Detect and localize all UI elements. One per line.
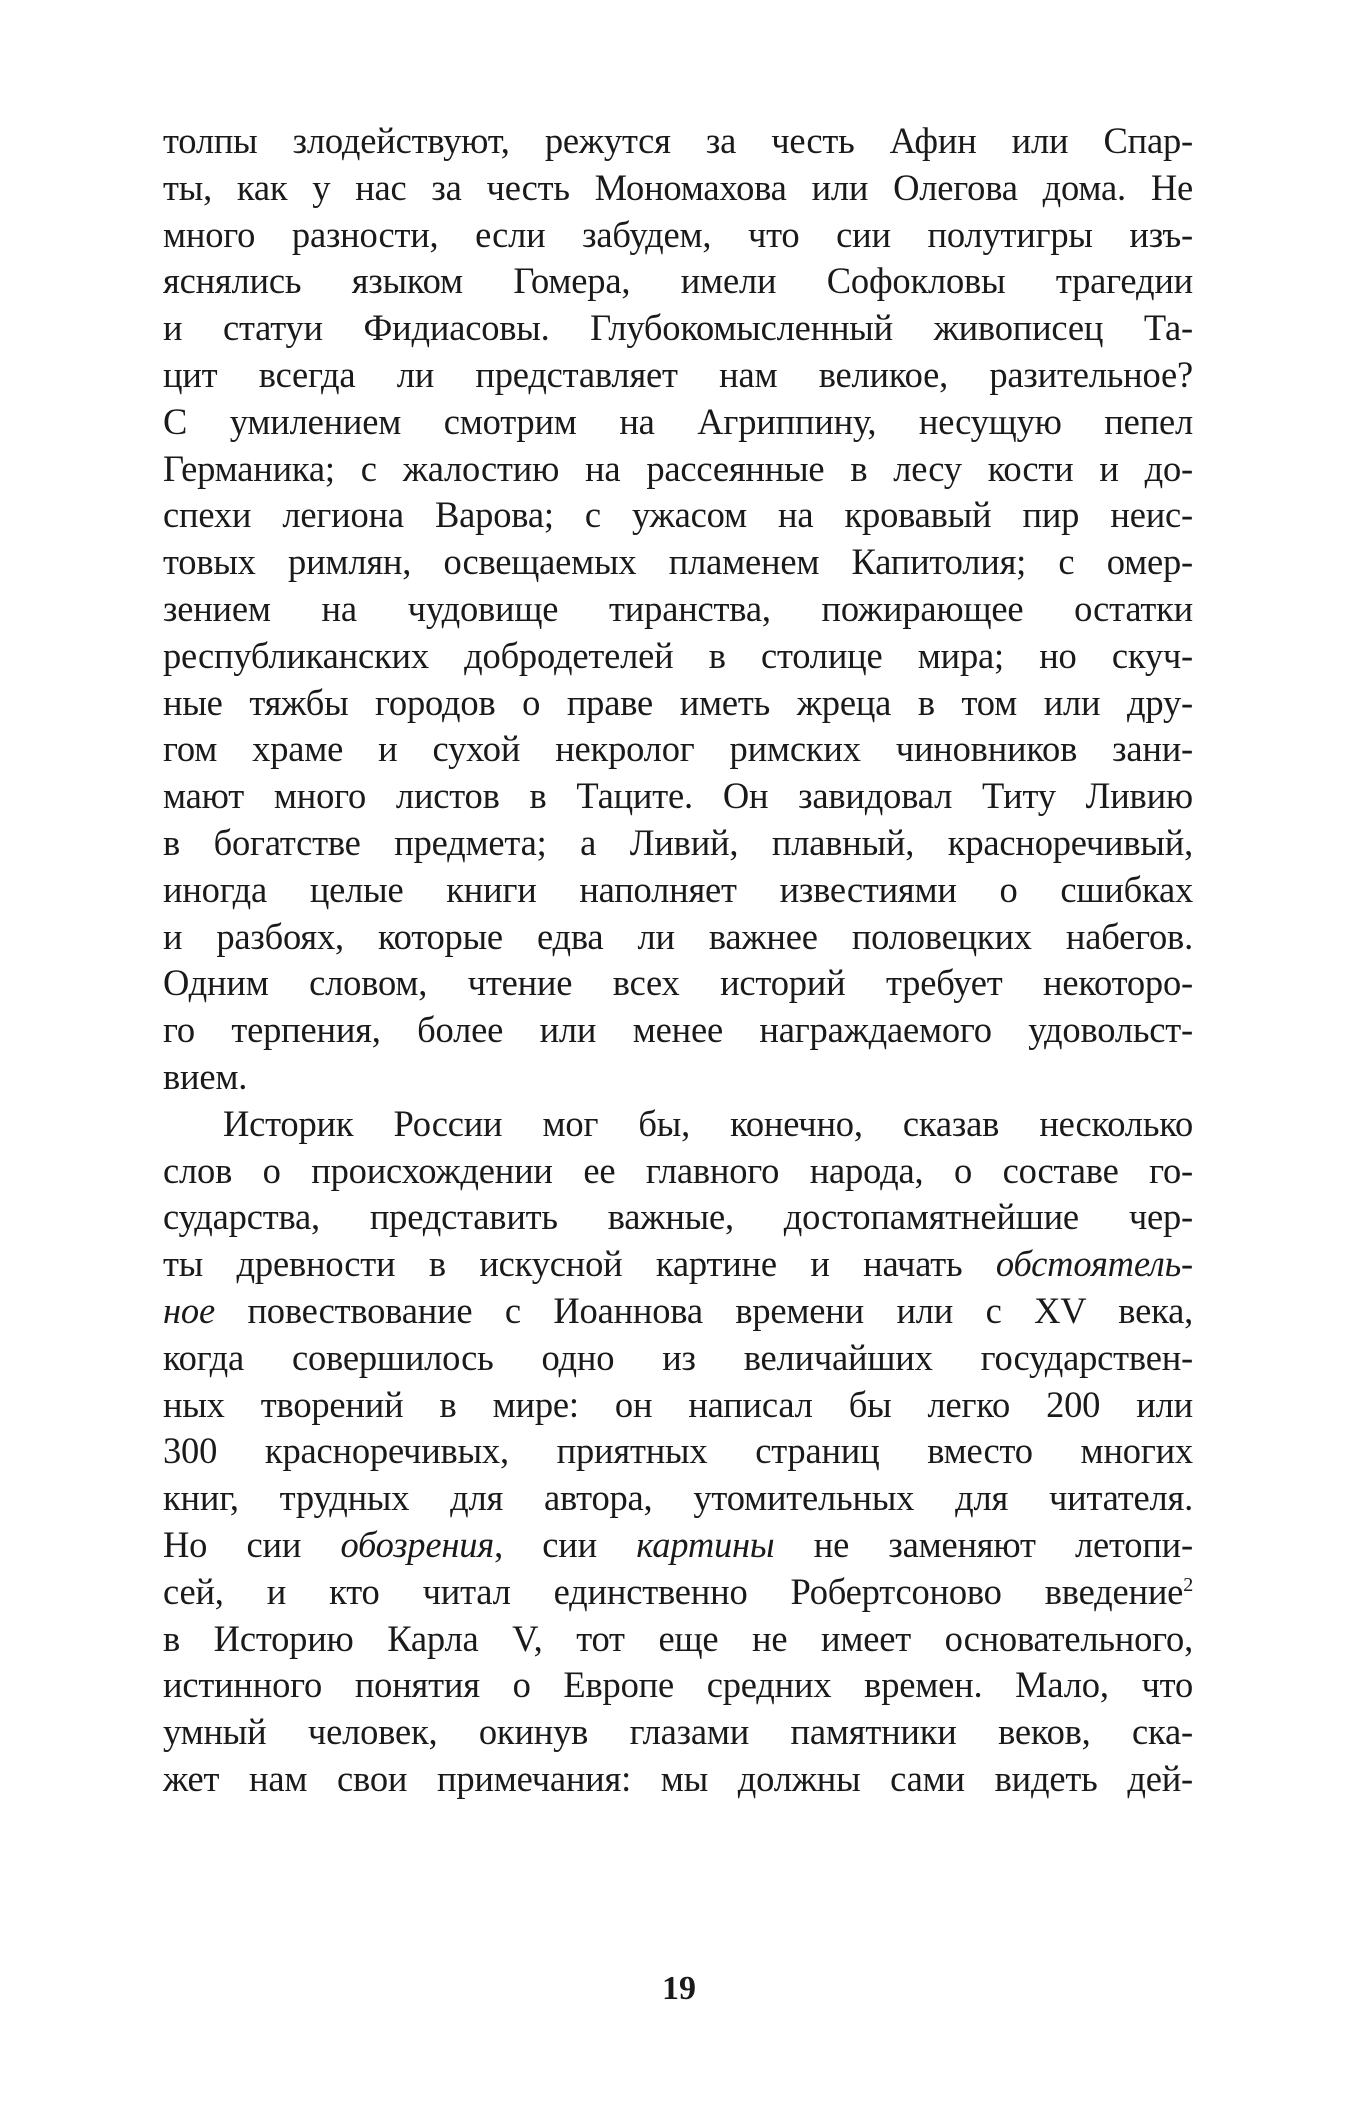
text-segment: товых римлян, освещаемых пламенем Капитолия; с омер- xyxy=(163,541,1193,583)
text-segment: и разбоях, которые едва ли важнее половецких набегов. xyxy=(163,915,1193,957)
text-line xyxy=(163,1709,1193,1756)
text-line xyxy=(163,1662,1193,1709)
text-segment: Историк России мог бы, конечно, сказав несколько xyxy=(223,1102,1193,1144)
text-line xyxy=(163,1194,1193,1241)
text-line xyxy=(163,446,1193,493)
text-line xyxy=(163,726,1193,773)
paragraph xyxy=(163,118,1193,1101)
text-line xyxy=(163,539,1193,586)
text-segment: сей, и кто читал единственно Робертсоново введение xyxy=(163,1570,1184,1612)
text-line xyxy=(163,1522,1193,1569)
page-number: 19 xyxy=(662,1970,696,2007)
footnote-marker: 2 xyxy=(1183,1573,1193,1596)
text-segment: ты, как у нас за честь Мономахова или Олегова дома. Не xyxy=(163,166,1193,208)
text-line xyxy=(163,492,1193,539)
text-segment: яснялись языком Гомера, имели Софокловы трагедии xyxy=(163,260,1193,302)
text-segment: сударства, представить важные, достопамятнейшие чер- xyxy=(163,1196,1193,1238)
text-line xyxy=(163,1148,1193,1195)
text-segment: книг, трудных для автора, утомительных для читателя. xyxy=(163,1477,1193,1519)
italic-text: обозрения xyxy=(340,1523,495,1565)
body-text xyxy=(163,118,1193,1803)
text-segment: спехи легиона Варова; с ужасом на кровавый пир неис- xyxy=(163,494,1193,536)
text-line xyxy=(163,1007,1193,1054)
text-segment: слов о происхождении ее главного народа, о составе го- xyxy=(163,1149,1193,1191)
text-line xyxy=(163,352,1193,399)
text-segment: С умилением смотрим на Агриппину, несущую пепел xyxy=(163,400,1193,442)
text-line xyxy=(163,165,1193,212)
text-segment: в Историю Карла V, тот еще не имеет основательного, xyxy=(163,1617,1193,1659)
text-line xyxy=(163,1382,1193,1429)
text-line xyxy=(163,258,1193,305)
text-segment: истинного понятия о Европе средних времен. Мало, что xyxy=(163,1664,1193,1706)
text-line xyxy=(163,960,1193,1007)
text-segment: цит всегда ли представляет нам великое, разительное? xyxy=(163,353,1193,395)
text-line xyxy=(163,305,1193,352)
italic-text: ное xyxy=(163,1289,215,1331)
text-segment: республиканских добродетелей в столице мира; но скуч- xyxy=(163,634,1193,676)
text-line xyxy=(163,1756,1193,1803)
text-segment: повествование с Иоаннова времени или с XV века, xyxy=(214,1289,1193,1331)
text-line xyxy=(163,1241,1193,1288)
text-line xyxy=(163,1569,1193,1616)
text-line xyxy=(163,867,1193,914)
text-segment: ных творений в мире: он написал бы легко 200 или xyxy=(163,1383,1193,1425)
paragraph xyxy=(163,1101,1193,1803)
text-line xyxy=(163,633,1193,680)
text-line xyxy=(163,914,1193,961)
text-segment: го терпения, более или менее награждаемого удовольст- xyxy=(163,1009,1193,1051)
text-line xyxy=(163,399,1193,446)
text-segment: и статуи Фидиасовы. Глубокомысленный живописец Та- xyxy=(163,307,1193,349)
text-segment: Но сии xyxy=(163,1523,341,1565)
text-line xyxy=(163,212,1193,259)
text-segment: гом храме и сухой некролог римских чиновников зани- xyxy=(163,728,1193,770)
text-line xyxy=(163,1428,1193,1475)
text-segment: зением на чудовище тиранства, пожирающее остатки xyxy=(163,587,1193,629)
text-segment: не заменяют летопи- xyxy=(774,1523,1193,1565)
text-line xyxy=(163,773,1193,820)
text-segment: 300 красноречивых, приятных страниц вместо многих xyxy=(163,1430,1193,1472)
text-segment: толпы злодействуют, режутся за честь Афин или Спар- xyxy=(163,120,1193,161)
text-line xyxy=(163,1101,1193,1148)
text-segment: иногда целые книги наполняет известиями о сшибках xyxy=(163,868,1193,910)
italic-text: картины xyxy=(636,1523,775,1565)
text-segment: ты древности в искусной картине и начать xyxy=(163,1243,996,1285)
text-line xyxy=(163,1288,1193,1335)
text-line xyxy=(163,680,1193,727)
text-segment: , сии xyxy=(494,1523,637,1565)
text-line xyxy=(163,1054,1193,1101)
text-line xyxy=(163,1475,1193,1522)
text-line xyxy=(163,586,1193,633)
text-segment: жет нам свои примечания: мы должны сами видеть дей- xyxy=(163,1757,1193,1799)
italic-text: обстоятель- xyxy=(995,1243,1193,1285)
text-line xyxy=(163,1335,1193,1382)
text-line xyxy=(163,1616,1193,1663)
text-segment: вием. xyxy=(163,1055,248,1097)
text-segment: Германика; с жалостию на рассеянные в лесу кости и до- xyxy=(163,447,1193,489)
text-segment: мают много листов в Таците. Он завидовал Титу Ливию xyxy=(163,775,1193,817)
text-line xyxy=(163,820,1193,867)
text-segment: Одним словом, чтение всех историй требует некоторо- xyxy=(163,962,1193,1004)
text-line xyxy=(163,118,1193,165)
text-segment: умный человек, окинув глазами памятники веков, ска- xyxy=(163,1711,1193,1753)
text-segment: когда совершилось одно из величайших государствен- xyxy=(163,1336,1193,1378)
text-segment: ные тяжбы городов о праве иметь жреца в том или дру- xyxy=(163,681,1193,723)
text-segment: в богатстве предмета; а Ливий, плавный, красноречивый, xyxy=(163,821,1193,863)
text-segment: много разности, если забудем, что сии полутигры изъ- xyxy=(163,213,1193,255)
